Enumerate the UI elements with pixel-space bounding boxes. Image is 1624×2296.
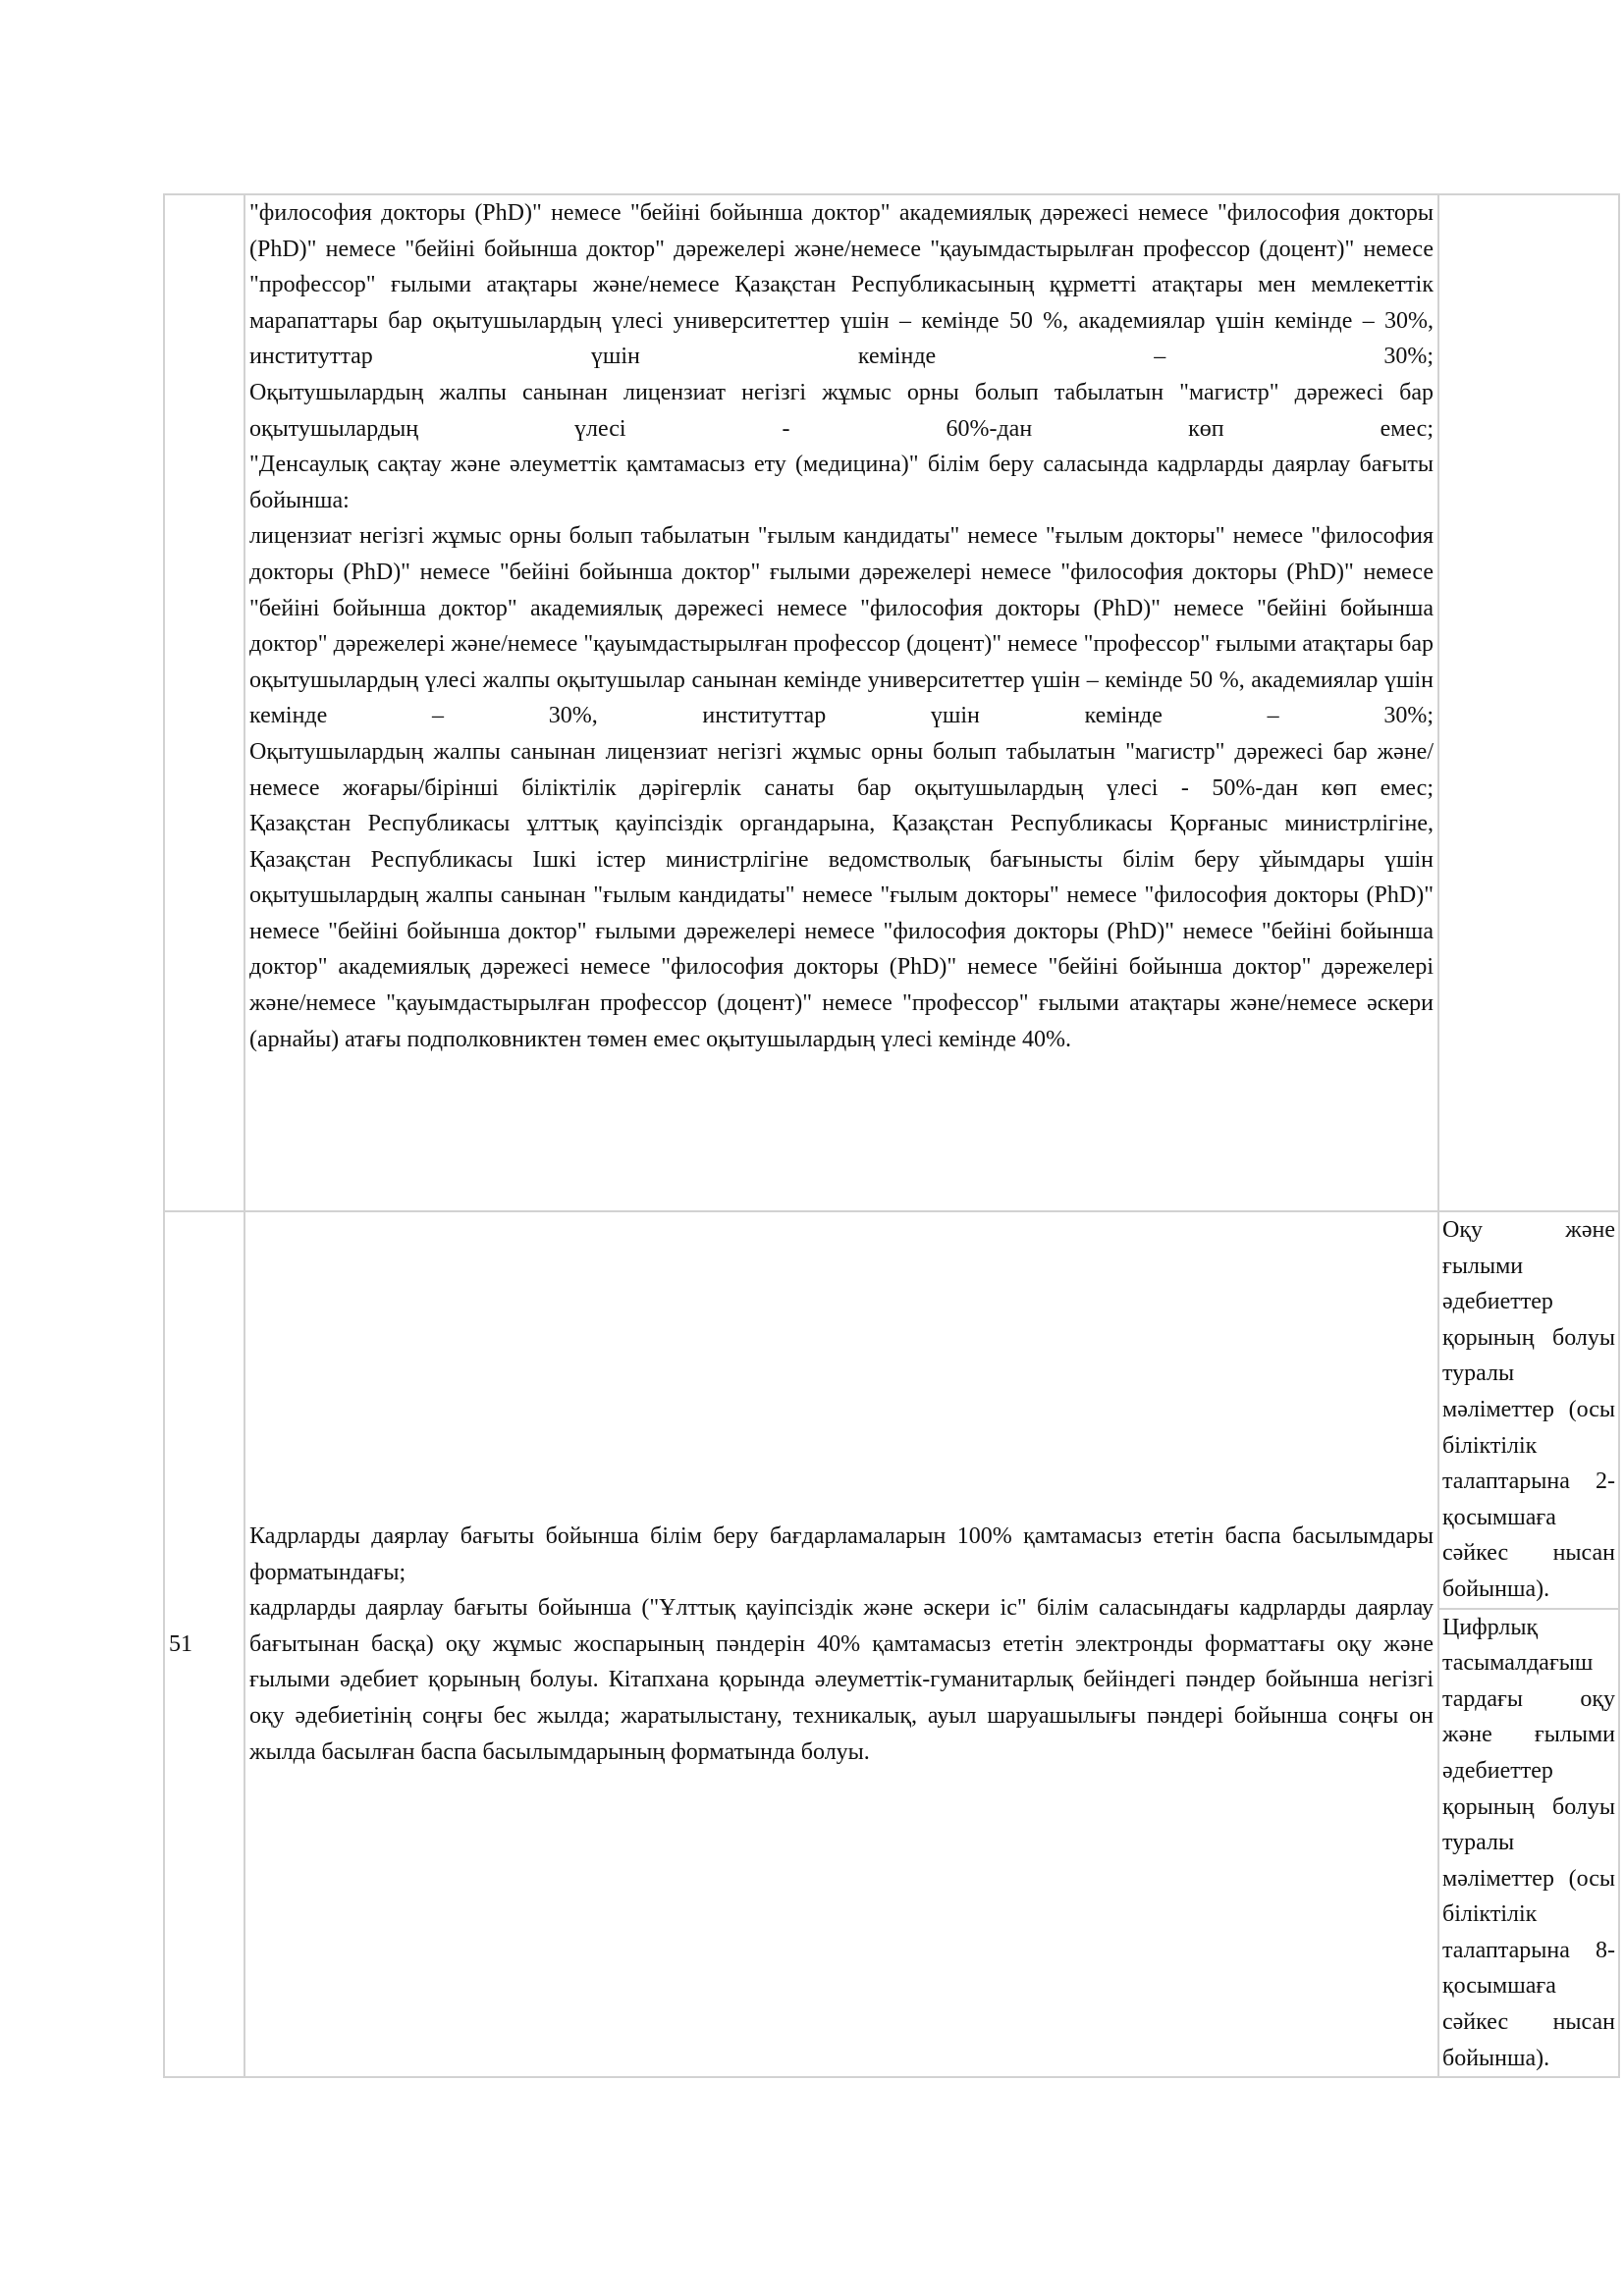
side-note: Оқу және ғылыми әдебиеттер қорының болуы туралы мәліметтер (осы біліктілік талаптарына 2-қосымшаға сәйкес нысан бойынша). [1442,1217,1615,1602]
requirement-text-cell [244,1211,1438,2077]
table-row [164,1211,1619,2077]
row-number-cell [164,194,244,1211]
side-note-cell [1438,194,1619,1211]
side-note-block [1439,1610,1618,2077]
paragraph: кадрларды даярлау бағыты бойынша ("Ұлттық қауіпсіздік және әскери іс" білім саласындағы кадрларды даярлау бағытынан басқа) оқу жұмыс жоспарының пәндерін 40% қамтамасыз ететін электронды форматтағы оқу және ғылыми әдебиет қорының болуы. Кітапхана қорында әлеуметтік-гуманитарлық бейіндегі пәндер бойынша негізгі оқу әдебиетінің соңғы бес жылда; жаратылыстану, техникалық, ауыл шаруашылығы пәндері бойынша соңғы он жылда басылған баспа басылымдарының форматында болуы. [249,1595,1434,1765]
requirement-text-cell [244,194,1438,1211]
side-note-block [1439,1212,1618,1608]
row-number-cell: 51 [164,1211,244,2077]
paragraph: Оқытушылардың жалпы санынан лицензиат негізгі жұмыс орны болып табылатын "магистр" дәрежесі бар оқытушылардың үлесі - 60%-дан көп емес; [249,379,1434,442]
paragraph: "Денсаулық сақтау және әлеуметтік қамтамасыз ету (медицина)" білім беру саласында кадрларды даярлау бағыты бойынша: [249,452,1434,513]
paragraph: "философия докторы (PhD)" немесе "бейіні бойынша доктор" академиялық дәрежесі немесе "философия докторы (PhD)" немесе "бейіні бойынша доктор" дәрежелері және/немесе "қауымдастырылған профессор (доцент)" немесе "профессор" ғылыми атақтары және/немесе Қазақстан Республикасының құрметті атақтары мен мемлекеттік марапаттары бар оқытушылардың үлесі университеттер үшін – кемінде 50 %, академиялар үшін кемінде – 30%, институттар үшін кемінде – 30%; [249,200,1434,370]
requirements-table [163,193,1620,2078]
paragraph: лицензиат негізгі жұмыс орны болып табылатын "ғылым кандидаты" немесе "ғылым докторы" немесе "философия докторы (PhD)" немесе "бейіні бойынша доктор" ғылыми дәрежелері немесе "философия докторы (PhD)" немесе "бейіні бойынша доктор" академиялық дәрежесі немесе "философия докторы (PhD)" немесе "бейіні бойынша доктор" дәрежелері және/немесе "қауымдастырылған профессор (доцент)" немесе "профессор" ғылыми атақтары бар оқытушылардың үлесі жалпы оқытушылар санынан кемінде университеттер үшін – кемінде 50 %, академиялар үшін кемінде – 30%, институттар үшін кемінде – 30%; [249,523,1434,729]
table-row [164,194,1619,1211]
side-note: Цифрлық тасымалдағыш тардағы оқу және ғылыми әдебиеттер қорының болуы туралы мәліметтер (осы біліктілік талаптарына 8-қосымшаға сәйкес нысан бойынша). [1442,1614,1615,2071]
paragraph: Қазақстан Республикасы ұлттық қауіпсіздік органдарына, Қазақстан Республикасы Қорғаныс министрлігіне, Қазақстан Республикасы Ішкі істер министрлігіне ведомстволық бағынысты білім беру ұйымдары үшін оқытушылардың жалпы санынан "ғылым кандидаты" немесе "ғылым докторы" немесе "философия докторы (PhD)" немесе "бейіні бойынша доктор" ғылыми дәрежелері немесе "философия докторы (PhD)" немесе "бейіні бойынша доктор" академиялық дәрежесі немесе "философия докторы (PhD)" немесе "бейіні бойынша доктор" дәрежелері және/немесе "қауымдастырылған профессор (доцент)" немесе "профессор" ғылыми атақтары және/немесе әскери (арнайы) атағы подполковниктен төмен емес оқытушылардың үлесі кемінде 40%. [249,811,1434,1052]
side-note-cell [1438,1211,1619,2077]
paragraph: Оқытушылардың жалпы санынан лицензиат негізгі жұмыс орны болып табылатын "магистр" дәрежесі бар және/немесе жоғары/бірінші біліктілік дәрігерлік санаты бар оқытушылардың үлесі - 50%-дан көп емес; [249,738,1434,801]
paragraph: Кадрларды даярлау бағыты бойынша білім беру бағдарламаларын 100% қамтамасыз ететін баспа басылымдары форматындағы; [249,1523,1434,1585]
